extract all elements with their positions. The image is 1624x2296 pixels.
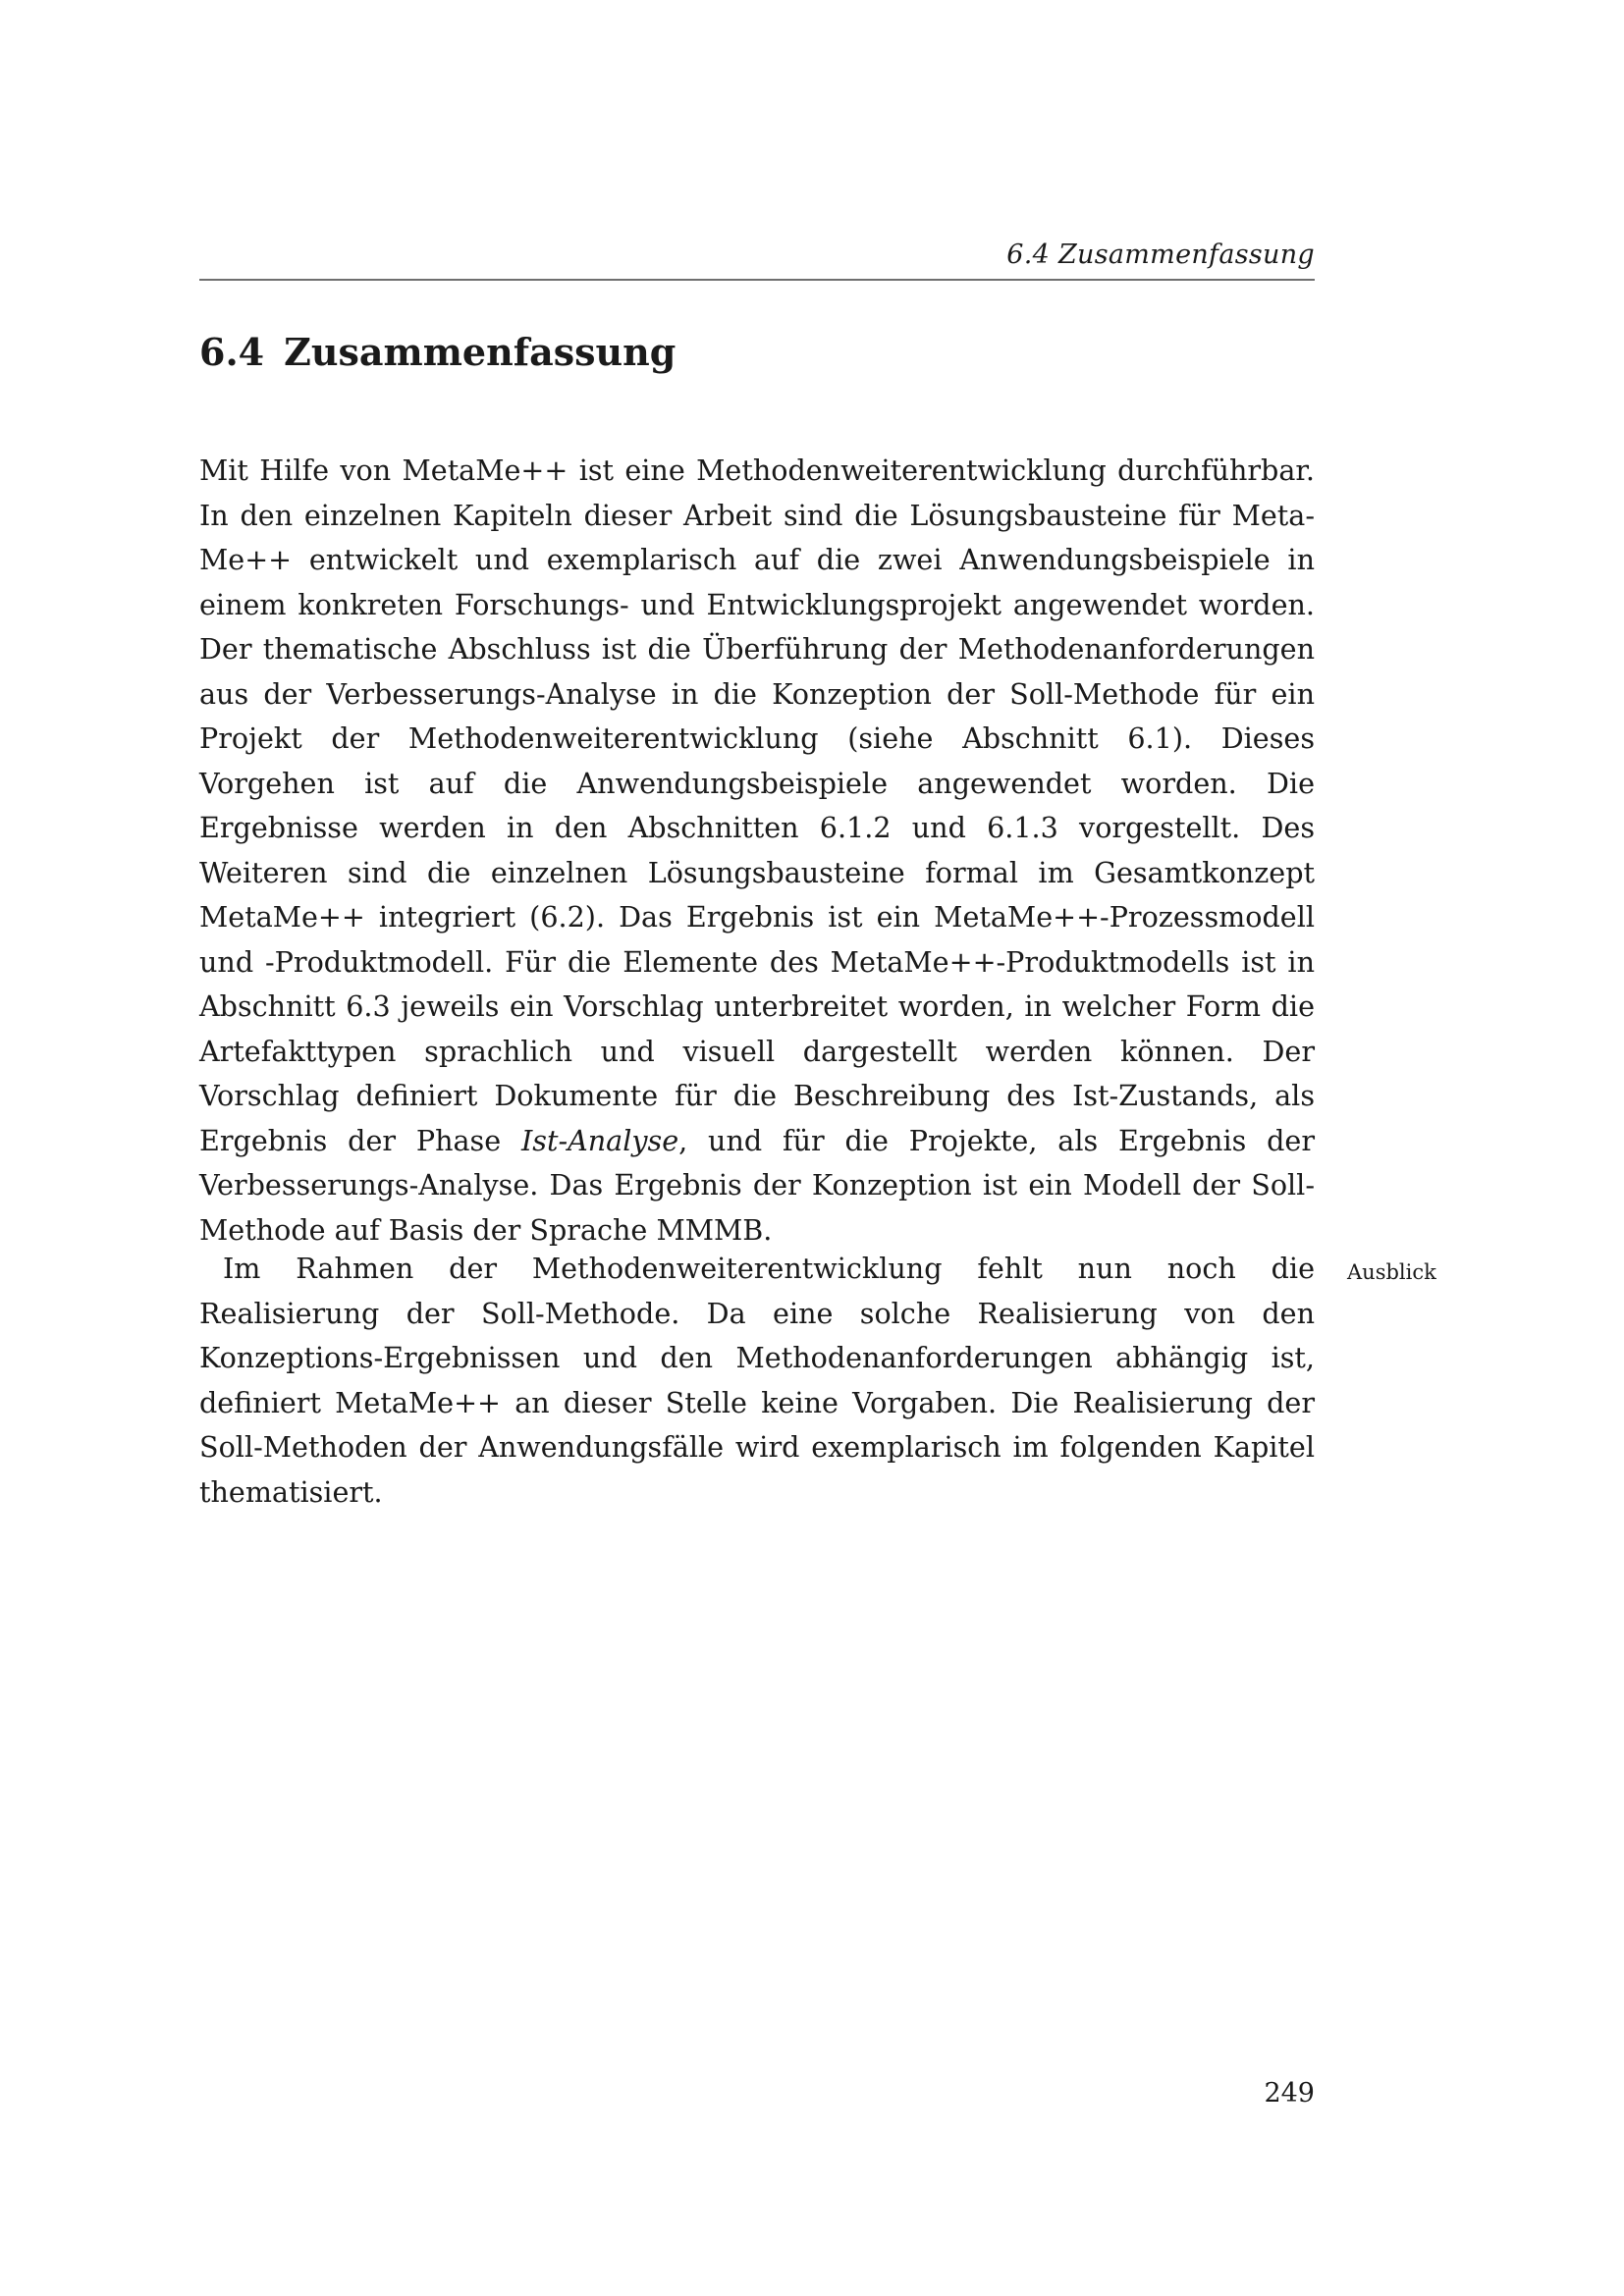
header-rule [199, 279, 1315, 281]
paragraph-outlook: Im Rahmen der Methodenweiterentwicklung fehlt nun noch die Realisierung der Soll-Methode. Da eine solche Realisierung von den Konzeptions-Ergebnissen und den Methodenanforderungen abhängig ist, definiert MetaMe++ an dieser Stelle keine Vorgaben. Die Realisierung der Soll-Methoden der Anwendungsfälle wird exemplarisch im folgenden Kapitel thematisiert. [199, 1252, 1315, 1509]
paragraph-summary-emphasis: Ist-Analyse [520, 1123, 679, 1157]
paragraph-summary [199, 449, 1315, 1253]
section-title: Zusammenfassung [284, 330, 677, 374]
page-number: 249 [1264, 2078, 1315, 2109]
margin-note: Ausblick [1347, 1260, 1436, 1284]
running-head: 6.4 Zusammenfassung [1006, 240, 1315, 270]
section-number: 6.4 [199, 330, 265, 374]
paragraph-summary-text-2: , und für die Projekte, als Ergebnis der Verbesserungs-Analyse. Das Ergebnis der Konzeption ist ein Modell der Soll-Methode auf Basis der Sprache MMMB. [199, 1123, 1315, 1247]
section-heading [199, 328, 676, 377]
paragraph-summary-text-1: Mit Hilfe von MetaMe++ ist eine Methodenweiterentwicklung durchführbar. In den einzelnen Kapiteln dieser Arbeit sind die Lösungsbausteine für MetaMe++ entwickelt und exemplarisch auf die zwei Anwendungsbeispiele in einem konkreten Forschungs- und Entwicklungsprojekt angewendet worden. Der thematische Abschluss ist die Überführung der Methodenanforderungen aus der Verbesserungs-Analyse in die Konzeption der Soll-Methode für ein Projekt der Methodenweiterentwicklung (siehe Abschnitt 6.1). Dieses Vorgehen ist auf die Anwendungsbeispiele angewendet worden. Die Ergebnisse werden in den Abschnitten 6.1.2 und 6.1.3 vorgestellt. Des Weiteren sind die einzelnen Lösungsbausteine formal im Gesamtkonzept MetaMe++ integriert (6.2). Das Ergebnis ist ein MetaMe++-Prozessmodell und -Produktmodell. Für die Elemente des MetaMe++-Produktmodells ist in Abschnitt 6.3 jeweils ein Vorschlag unterbreitet worden, in welcher Form die Artefakttypen sprachlich und visuell dargestellt werden können. Der Vorschlag definiert Dokumente für die Beschreibung des Ist-Zustands, als Ergebnis der Phase [199, 454, 1315, 1157]
